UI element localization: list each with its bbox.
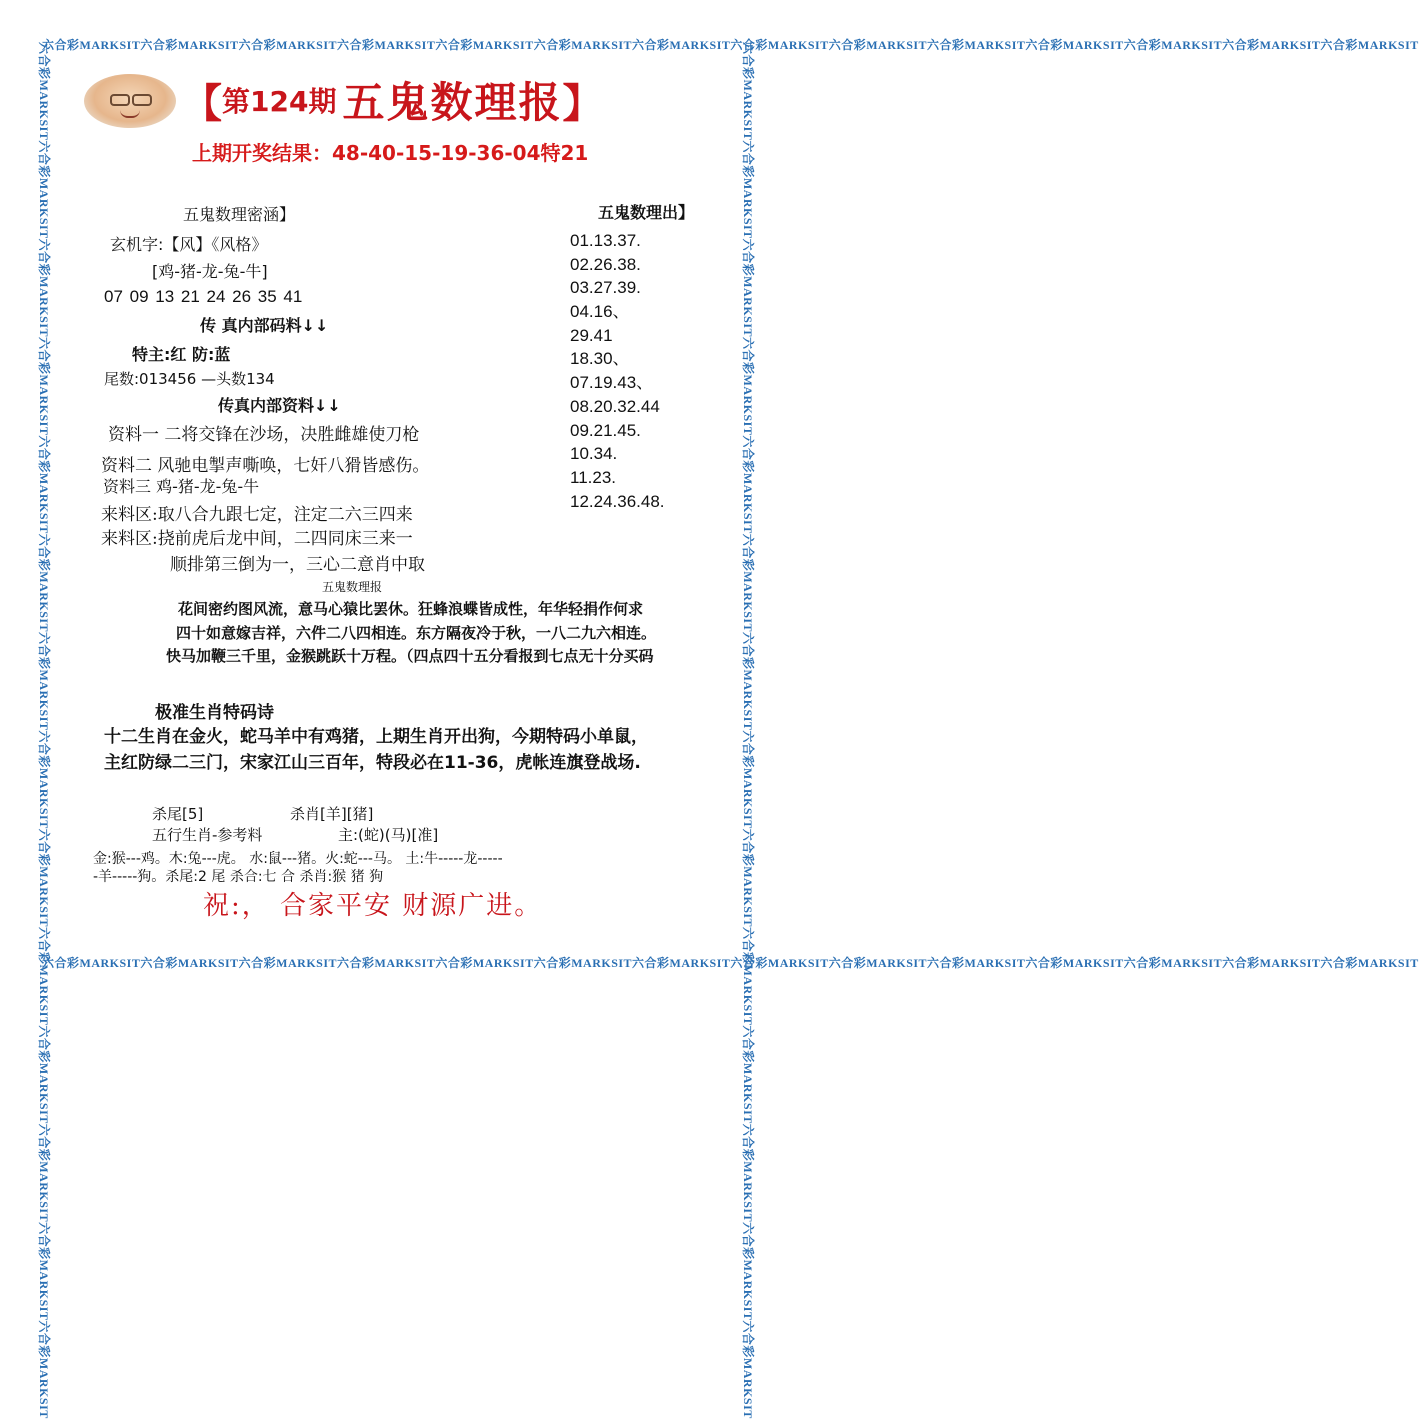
section-subtitle: 五鬼数理报 xyxy=(322,580,383,594)
paper-name: 五鬼数理报 xyxy=(342,78,563,127)
poem-line-2: 主红防绿二三门，宋家江山三百年，特段必在11-36，虎帐连旗登战场. xyxy=(104,753,641,773)
verse-1: 花间密约图风流，意马心猿比罢休。狂蜂浪蝶皆成性，年华轻捐作何求 xyxy=(178,600,644,618)
title-bracket-close: 】 xyxy=(562,79,603,127)
main-zodiac: 主:(蛇)(马)[准] xyxy=(338,826,439,844)
zodiac-list: [鸡-猪-龙-兔-牛] xyxy=(152,262,268,281)
last-result: 上期开奖结果：48-40-15-19-36-04特21 xyxy=(192,141,589,165)
material-1: 来料区:取八合九跟七定，注定二六三四来 xyxy=(101,505,413,525)
number-group: 09.21.45. xyxy=(570,420,641,440)
border-top xyxy=(42,36,1419,54)
material-3: 顺排第三倒为一，三心二意肖中取 xyxy=(170,555,425,575)
poem-title: 极准生肖特码诗 xyxy=(155,703,274,723)
border-text: 六合彩MARKSIT六合彩MARKSIT六合彩MARKSIT六合彩MARKSIT六合彩MARKSIT六合彩MARKSIT六合彩MARKSIT六合彩MARKSIT六合彩MARKSIT六合彩MARKSIT六合彩MARKSIT六合彩MARKSIT六合彩MARKSIT六合彩MARKSIT xyxy=(42,956,1419,970)
column-title: 五鬼数理出】 xyxy=(598,203,695,222)
section-title-mystery: 五鬼数理密涵】 xyxy=(183,205,296,224)
border-left xyxy=(37,42,56,1419)
number-group: 11.23. xyxy=(570,467,617,487)
verse-2: 四十如意嫁吉祥，六件二八四相连。东方隔夜冷于秋，一八二九六相连。 xyxy=(176,624,657,642)
verse-3: 快马加鞭三千里，金猴跳跃十万程。（四点四十五分看报到七点无十分买码 xyxy=(166,647,654,665)
number-group: 18.30、 xyxy=(570,349,630,369)
page-title xyxy=(182,72,602,128)
number-group: 01.13.37. xyxy=(570,231,641,250)
title-bracket-open: 【 xyxy=(182,79,222,127)
elements-line-1: 金:猴---鸡。木:兔---虎。 水:鼠---猪。火:蛇---马。 土:牛-----龙----- xyxy=(93,851,503,867)
info-3: 资料三 鸡-猪-龙-兔-牛 xyxy=(103,477,260,496)
glasses-icon xyxy=(110,94,130,106)
number-group: 08.20.32.44 xyxy=(570,396,660,416)
border-bottom xyxy=(42,954,1419,972)
number-group: 07.19.43、 xyxy=(570,373,654,393)
number-group: 02.26.38. xyxy=(570,254,641,274)
border-text: 六合彩MARKSIT六合彩MARKSIT六合彩MARKSIT六合彩MARKSIT六合彩MARKSIT六合彩MARKSIT六合彩MARKSIT六合彩MARKSIT六合彩MARKSIT六合彩MARKSIT六合彩MARKSIT六合彩MARKSIT六合彩MARKSIT六合彩MARKSIT xyxy=(37,42,51,1419)
number-group: 03.27.39. xyxy=(570,278,641,298)
poem-line-1: 十二生肖在金火，蛇马羊中有鸡猪，上期生肖开出狗，今期特码小单鼠， xyxy=(104,727,648,747)
number-list: 07 09 13 21 24 26 35 41 xyxy=(104,287,303,306)
elements-line-2: -羊-----狗。杀尾:2 尾 杀合:七 合 杀肖:猴 猪 狗 xyxy=(93,869,384,885)
number-group: 29.41 xyxy=(570,325,613,345)
number-group: 12.24.36.48. xyxy=(570,491,665,511)
issue-number: 第124期 xyxy=(222,85,337,118)
number-list-right xyxy=(570,229,694,513)
border-right xyxy=(741,42,760,1419)
number-group: 10.34. xyxy=(570,444,618,464)
border-text: 六合彩MARKSIT六合彩MARKSIT六合彩MARKSIT六合彩MARKSIT六合彩MARKSIT六合彩MARKSIT六合彩MARKSIT六合彩MARKSIT六合彩MARKSIT六合彩MARKSIT六合彩MARKSIT六合彩MARKSIT六合彩MARKSIT六合彩MARKSIT xyxy=(42,38,1419,52)
mystery-word: 玄机字:【风】《风格》 xyxy=(110,235,268,254)
material-2: 来料区:挠前虎后龙中间，二四同床三来一 xyxy=(101,529,413,549)
blessing: 祝:， 合家平安 财源广进。 xyxy=(203,891,543,921)
smile-icon xyxy=(120,110,140,118)
glasses-icon xyxy=(132,94,152,106)
info-1: 资料一 二将交锋在沙场，决胜雌雄使刀枪 xyxy=(108,425,420,445)
kill-tail: 杀尾[5] xyxy=(152,805,204,823)
border-text: 六合彩MARKSIT六合彩MARKSIT六合彩MARKSIT六合彩MARKSIT六合彩MARKSIT六合彩MARKSIT六合彩MARKSIT六合彩MARKSIT六合彩MARKSIT六合彩MARKSIT六合彩MARKSIT六合彩MARKSIT六合彩MARKSIT六合彩MARKSIT xyxy=(741,42,755,1419)
portrait-image xyxy=(84,74,176,128)
five-elements-title: 五行生肖-参考料 xyxy=(152,826,263,844)
tail-head-numbers: 尾数:013456 —头数134 xyxy=(104,370,275,388)
fax-heading-2: 传真内部资料↓↓ xyxy=(218,396,341,415)
fax-heading-1: 传 真内部码料↓↓ xyxy=(200,316,329,335)
number-group: 04.16、 xyxy=(570,302,630,322)
number-column xyxy=(570,200,694,513)
info-2: 资料二 风驰电掣声嘶唤，七奸八猾皆感伤。 xyxy=(101,456,430,476)
special-main: 特主:红 防:蓝 xyxy=(132,345,231,364)
kill-zodiac: 杀肖[羊][猪] xyxy=(290,805,374,823)
